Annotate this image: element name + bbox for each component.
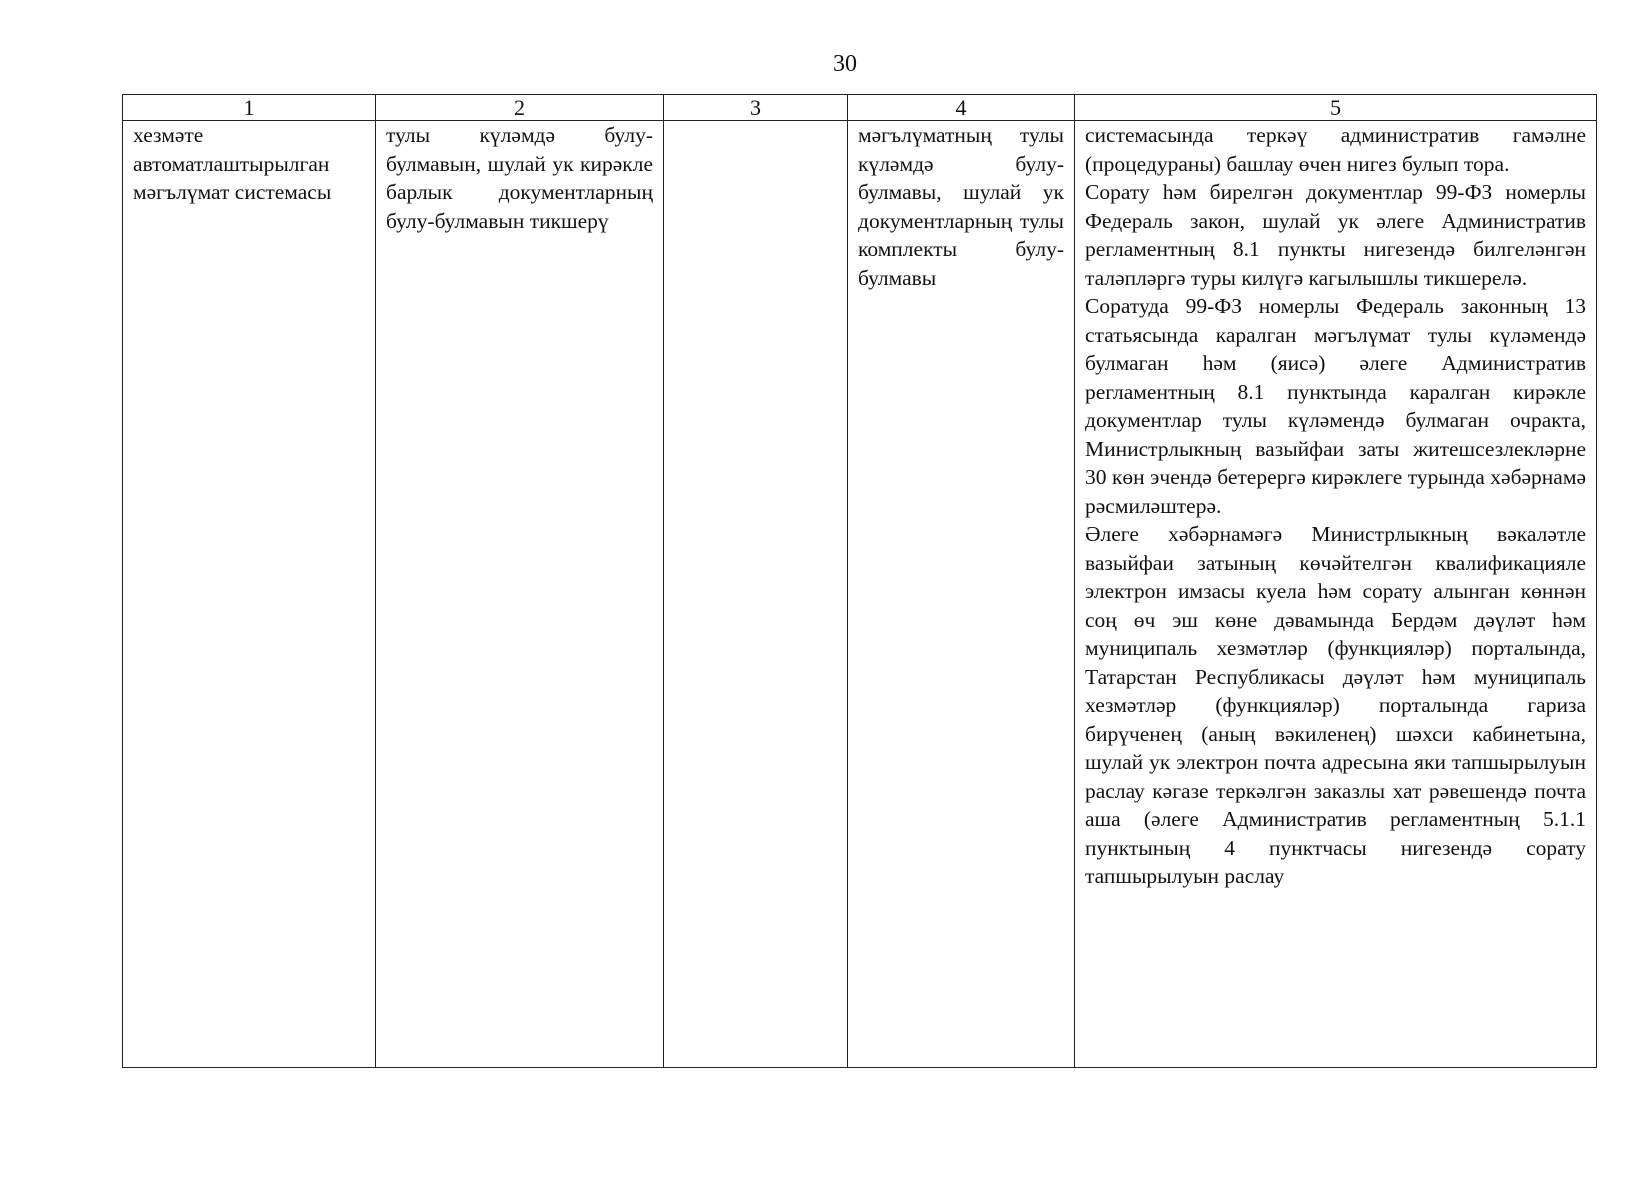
column-header-3: 3 [664, 95, 848, 121]
paragraph-1: системасында теркәү административ гамәлне (процедураны) башлау өчен нигез булып тора. [1085, 123, 1586, 176]
table-header-row [123, 95, 1597, 121]
column-header-2: 2 [376, 95, 664, 121]
paragraph-4: Әлеге хәбәрнамәгә Министрлыкның вәкаләтле вазыйфаи затының көчәйтелгән квалификацияле электрон имзасы куела һәм сорату алынган көннән соң өч эш көне дәвамында Бердәм дәүләт һәм муниципаль хезмәтләр (функцияләр) порталында, Татарстан Республикасы дәүләт һәм муниципаль хезмәтләр (функцияләр) порталында гариза бирүченең (аның вәкиленең) шәхси кабинетына, шулай ук электрон почта адресына яки тапшырылуын раслау кәгазе теркәлгән заказлы хат рәвешендә почта аша (әлеге Административ регламентның 5.1.1 пунктының 4 пунктчасы нигезендә сорату тапшырылуын раслау [1085, 522, 1586, 888]
column-header-5: 5 [1075, 95, 1597, 121]
cell-col1-text: хезмәте автоматлаштырылган мәгълүмат системасы [133, 123, 332, 204]
page-number: 30 [833, 51, 857, 77]
paragraph-2: Сорату һәм бирелгән документлар 99-ФЗ номерлы Федераль закон, шулай ук әлеге Административ регламентның 8.1 пункты нигезендә билгеләнгән таләпләргә туры килүгә кагылышлы тикшерелә. [1085, 180, 1586, 290]
column-header-4: 4 [848, 95, 1075, 121]
column-header-1: 1 [123, 95, 376, 121]
cell-col4 [848, 121, 1075, 1068]
paragraph-3: Соратуда 99-ФЗ номерлы Федераль законның 13 статьясында каралган мәгълүмат тулы күләмендә булмаган һәм (яисә) әлеге Административ регламентның 8.1 пунктында каралган кирәкле документлар тулы күләмендә булмаган очракта, Министрлыкның вазыйфаи заты житешсезлекләрне 30 көн эчендә бетерергә кирәклеге турында хәбәрнамә рәсмиләштерә. [1085, 294, 1586, 518]
cell-col3 [664, 121, 848, 1068]
cell-col2 [376, 121, 664, 1068]
table-row [123, 121, 1597, 1068]
cell-col4-text: мәгълүматның тулы күләмдә булу-булмавы, шулай ук документларның тулы комплекты булу-булмавы [858, 123, 1064, 290]
cell-col5-text [1085, 121, 1586, 891]
document-table [122, 94, 1597, 1068]
cell-col2-text: тулы күләмдә булу-булмавын, шулай ук кирәкле барлык документларның булу-булмавын тикшерү [386, 123, 653, 233]
cell-col5 [1075, 121, 1597, 1068]
cell-col1 [123, 121, 376, 1068]
